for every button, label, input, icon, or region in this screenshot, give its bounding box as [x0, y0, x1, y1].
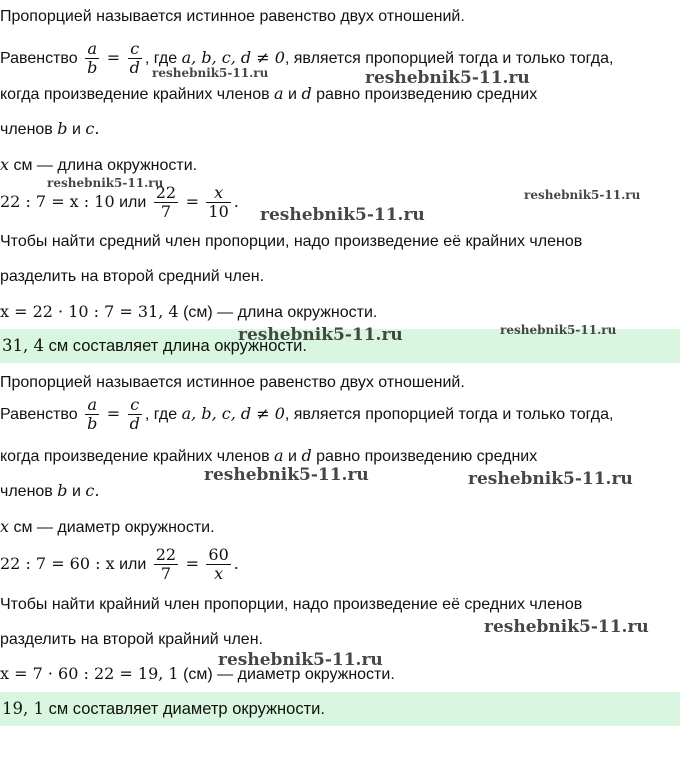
definition-text-2: Пропорцией называется истинное равенство двух отношений. — [0, 374, 465, 391]
text: и — [71, 121, 81, 138]
x-definition-1 — [0, 155, 197, 176]
frac-num: a — [85, 396, 99, 415]
text: см — диаметр окружности. — [13, 519, 215, 536]
watermark: reshebnik5-11.ru — [204, 465, 369, 485]
text: равно произведению средних — [316, 448, 538, 465]
proportion-statement-1: Равенство $\frac{a}{b}$ = $\frac{c}{d}$ , где a, b, c, d ≠ 0, является пропорцией тогда и только тогда, — [0, 39, 614, 78]
var: a — [274, 84, 284, 103]
rule-text-2a: Чтобы найти крайний член пропорции, надо произведение её средних членов — [0, 596, 583, 613]
equation-left: 22 : 7 = x : 10 — [0, 192, 115, 211]
frac-den: 7 — [160, 202, 172, 222]
watermark: reshebnik5-11.ru — [260, 205, 425, 225]
variables: a, b, c, d ≠ 0 — [181, 404, 285, 423]
calc-unit: (см) — диаметр окружности. — [183, 666, 395, 683]
definition-text-1: Пропорцией называется истинное равенство двух отношений. — [0, 8, 465, 25]
var: x — [0, 155, 10, 174]
watermark: reshebnik5-11.ru — [524, 188, 641, 202]
var: d — [301, 446, 312, 465]
text: членов — [0, 121, 53, 138]
var: b — [57, 119, 68, 138]
rule-text-2b: разделить на второй крайний член. — [0, 631, 263, 648]
text: и — [71, 483, 81, 500]
text-where: , где — [144, 406, 178, 423]
equation-left: 22 : 7 = 60 : x — [0, 554, 115, 573]
fraction-a-b — [85, 40, 99, 77]
text: когда произведение крайних членов — [0, 86, 270, 103]
frac-num: c — [128, 40, 142, 59]
var: c. — [85, 119, 100, 138]
fraction-a-b — [85, 396, 99, 433]
watermark: reshebnik5-11.ru — [218, 650, 383, 670]
var: x — [0, 517, 10, 536]
frac-den: b — [87, 58, 98, 78]
answer-value: 31, 4 — [2, 336, 44, 355]
calculation-1 — [0, 302, 377, 323]
watermark: reshebnik5-11.ru — [238, 325, 403, 345]
answer-text-2 — [2, 699, 325, 719]
proportion-condition-cont-2 — [0, 481, 99, 502]
calc-expression: x = 22 · 10 : 7 = 31, 4 — [0, 302, 179, 321]
text-suffix: , является пропорцией тогда и только тогда, — [284, 50, 614, 67]
var: d — [301, 84, 312, 103]
equation-1: 22 : 7 = x : 10 или $\frac{22}{7}$ = $\frac{x}{10}$ . — [0, 183, 239, 222]
text: и — [288, 86, 297, 103]
watermark: reshebnik5-11.ru — [152, 66, 269, 80]
proportion-statement-2: Равенство $\frac{a}{b}$ = $\frac{c}{d}$ , где a, b, c, d ≠ 0, является пропорцией тогда и только тогда, — [0, 395, 614, 434]
frac-num: 22 — [155, 545, 177, 565]
variables: a, b, c, d ≠ 0 — [181, 48, 285, 67]
fraction-x-10 — [206, 184, 230, 221]
x-definition-2 — [0, 517, 215, 538]
text-prefix: Равенство — [0, 50, 78, 67]
text-suffix: , является пропорцией тогда и только тогда, — [284, 406, 614, 423]
text: равно произведению средних — [316, 86, 538, 103]
text: когда произведение крайних членов — [0, 448, 270, 465]
frac-num: x — [206, 184, 230, 203]
text-or: или — [119, 556, 147, 573]
watermark: reshebnik5-11.ru — [47, 176, 164, 190]
fraction-c-d — [128, 396, 142, 433]
calc-expression: x = 7 · 60 : 22 = 19, 1 — [0, 664, 179, 683]
rule-text-1b: разделить на второй средний член. — [0, 268, 265, 285]
fraction-60-x — [206, 546, 230, 583]
frac-num: c — [128, 396, 142, 415]
fraction-22-7 — [154, 546, 178, 583]
proportion-condition-2 — [0, 446, 537, 467]
answer-value: 19, 1 — [2, 699, 44, 718]
frac-den: 10 — [208, 202, 229, 222]
text-where: , где — [144, 50, 178, 67]
watermark: reshebnik5-11.ru — [500, 323, 617, 337]
frac-num: 60 — [208, 545, 229, 565]
proportion-condition-cont-1 — [0, 119, 99, 140]
text-or: или — [119, 194, 147, 211]
answer-label: см составляет диаметр окружности. — [48, 700, 325, 718]
watermark: reshebnik5-11.ru — [365, 68, 530, 88]
frac-den: d — [129, 58, 140, 78]
frac-num: a — [85, 40, 99, 59]
fraction-c-d — [128, 40, 142, 77]
answer-label: см составляет длина окружности. — [48, 337, 307, 355]
equation-2: 22 : 7 = 60 : x или $\frac{22}{7}$ = $\frac{60}{x}$ . — [0, 545, 239, 584]
text: см — длина окружности. — [13, 157, 198, 174]
frac-den: 7 — [160, 564, 172, 584]
text: членов — [0, 483, 53, 500]
frac-den: b — [87, 414, 98, 434]
calc-unit: (см) — длина окружности. — [183, 304, 378, 321]
rule-text-1a: Чтобы найти средний член пропорции, надо произведение её крайних членов — [0, 233, 583, 250]
answer-box-2 — [0, 692, 680, 726]
var: c. — [85, 481, 100, 500]
watermark: reshebnik5-11.ru — [468, 469, 633, 489]
frac-den: d — [129, 414, 140, 434]
text: и — [288, 448, 297, 465]
var: a — [274, 446, 284, 465]
var: b — [57, 481, 68, 500]
frac-den: x — [214, 564, 224, 584]
watermark: reshebnik5-11.ru — [484, 617, 649, 637]
text-prefix: Равенство — [0, 406, 78, 423]
frac-num: 22 — [155, 183, 177, 203]
